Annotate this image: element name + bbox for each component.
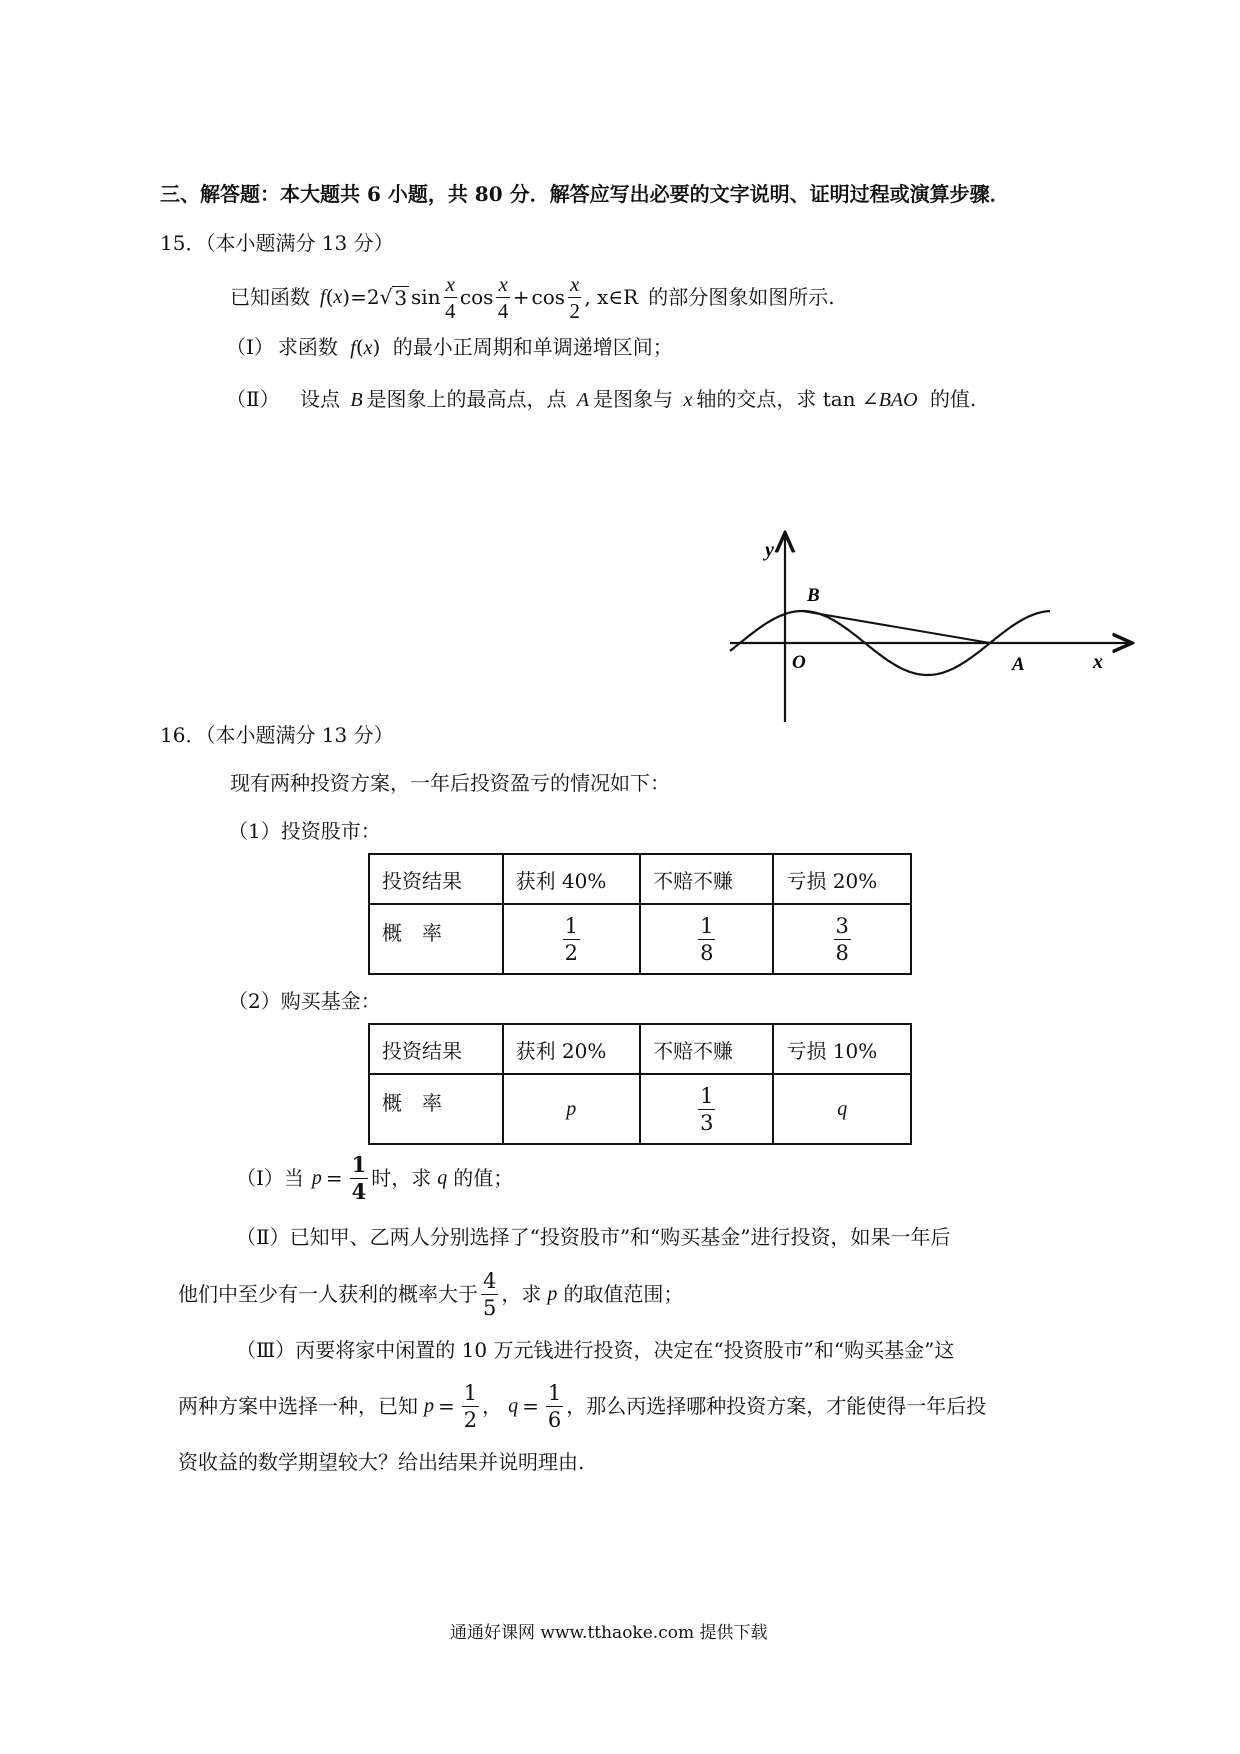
table-cell: 亏损 20% [773,854,911,904]
label-y: y [765,539,774,561]
q15-eq: =2 [350,285,380,309]
q15-part2-mark: （Ⅱ） [226,387,280,411]
q16-sub2-label: （2）购买基金： [228,989,381,1013]
q16-sub1-label: （1）投资股市： [228,819,381,843]
q15-x: x [333,286,343,308]
q15-stmt-suffix: 的部分图象如图所示. [648,285,835,309]
table-cell: 投资结果 [369,1024,503,1074]
q15-domain: , x∈R [584,285,639,309]
table-stock [368,853,912,975]
table-cell: 亏损 10% [773,1024,911,1074]
label-b: B [807,585,820,606]
q15-f: f [320,286,326,308]
footer: 通通好课网 www.tthaoke.com 提供下载 [450,1623,768,1643]
table-cell: $\frac{1}{8}$ [640,904,773,974]
table-row [369,904,911,974]
table-cell: 获利 40% [503,854,641,904]
q15-part1-mark: （Ⅰ） [226,335,274,359]
q15-stmt-prefix: 已知函数 [230,285,310,309]
q15-part1-text-a: 求函数 [277,335,338,359]
q16-intro: 现有两种投资方案，一年后投资盈亏的情况如下： [230,771,670,795]
q16-part2-line1: （Ⅱ）已知甲、乙两人分别选择了“投资股市”和“购买基金”进行投资，如果一年后 [236,1225,951,1249]
table-row [369,1024,911,1074]
q15-cos-b: cos [531,285,566,309]
table-cell: q [773,1074,911,1144]
table-fund [368,1023,912,1145]
table-row [369,1074,911,1144]
q15-graph [720,530,1140,730]
table-cell: 投资结果 [369,854,503,904]
q15-sin: sin [411,285,441,309]
q16-part3-line2: 两种方案中选择一种，已知 p = $\frac{1}{2}$ ， q = $\frac{1}{6}$ ，那么丙选择哪种投资方案，才能使得一年后投 [178,1380,987,1432]
q16-part3-line1: （Ⅲ）丙要将家中闲置的 10 万元钱进行投资，决定在“投资股市”和“购买基金”这 [236,1338,955,1362]
label-a: A [1012,654,1025,675]
table-cell: 不赔不赚 [640,1024,773,1074]
q16-part2-line2: 他们中至少有一人获利的概率大于 $\frac{4}{5}$ ，求 p 的取值范围； [178,1268,684,1320]
q16-part3-line3: 资收益的数学期望较大？给出结果并说明理由. [178,1450,585,1474]
table-cell: 概 率 [369,904,503,974]
table-cell: 概 率 [369,1074,503,1144]
label-o: O [792,652,806,673]
q15-frac-x2: $\frac{x}{2}$ [569,271,580,323]
q15-cos-a: cos [459,285,494,309]
segment-ba [803,611,991,643]
q15-plus: + [512,285,530,309]
q16-number: 16．（本小题满分 13 分） [160,723,394,747]
q15-part2: （Ⅱ） 设点 B 是图象上的最高点，点 A 是图象与 x 轴的交点，求 tan ∠BAO 的值. [226,387,977,411]
table-cell: p [503,1074,641,1144]
table-cell: 不赔不赚 [640,854,773,904]
table-cell: $\frac{1}{3}$ [640,1074,773,1144]
q15-sqrt: 3 [394,285,408,310]
q15-frac-x4-b: $\frac{x}{4}$ [497,271,509,323]
q15-part1-text-b: 的最小正周期和单调递增区间； [392,335,673,359]
table-cell: $\frac{3}{8}$ [773,904,911,974]
q15-statement: 已知函数 f ( x ) =2 √ 3 sin $\frac{x}{4}$ cos $\frac{x}{4}$ + cos $\frac{x}{2}$ , x∈R 的部分图象如图所示. [230,271,835,323]
q15-number: 15．（本小题满分 13 分） [160,231,394,255]
table-cell: 获利 20% [503,1024,641,1074]
q15-part1: （Ⅰ） 求函数 f(x) 的最小正周期和单调递增区间； [226,335,673,359]
q16-part1: （Ⅰ）当 p = $\frac{1}{4}$ 时，求 q 的值； [236,1151,514,1204]
table-row [369,854,911,904]
table-cell: $\frac{1}{2}$ [503,904,641,974]
label-x: x [1093,651,1103,673]
section-heading: 三、解答题：本大题共 6 小题，共 80 分．解答应写出必要的文字说明、证明过程或演算步骤． [160,182,1010,206]
q15-frac-x4-a: $\frac{x}{4}$ [445,271,456,323]
